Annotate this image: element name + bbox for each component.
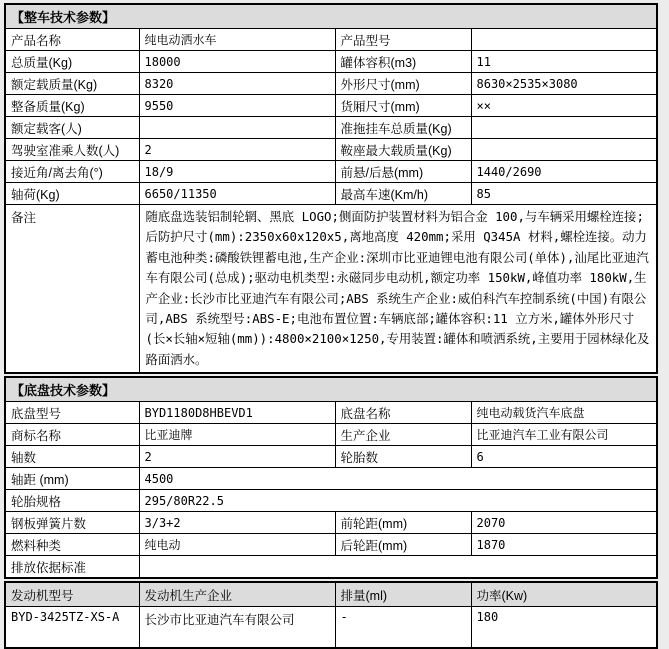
param-label: 整备质量(Kg) — [5, 95, 139, 117]
param-label: 底盘名称 — [335, 402, 471, 424]
param-value: ×× — [471, 95, 657, 117]
engine-spec-table — [4, 581, 658, 649]
vehicle-section-title: 【整车技术参数】 — [5, 4, 657, 29]
param-value: 8320 — [139, 73, 335, 95]
param-label: 前悬/后悬(mm) — [335, 161, 471, 183]
remark-label: 备注 — [5, 205, 139, 374]
chassis-spec-table — [4, 376, 658, 579]
param-label: 外形尺寸(mm) — [335, 73, 471, 95]
param-label: 底盘型号 — [5, 402, 139, 424]
param-value: 纯电动载货汽车底盘 — [471, 402, 657, 424]
param-label: 燃料种类 — [5, 534, 139, 556]
table-row — [5, 468, 657, 490]
vehicle-spec-table — [4, 3, 658, 374]
displacement-value: - — [335, 607, 471, 649]
table-row — [5, 29, 657, 51]
param-value: 比亚迪汽车工业有限公司 — [471, 424, 657, 446]
param-label: 货厢尺寸(mm) — [335, 95, 471, 117]
param-value: 2 — [139, 139, 335, 161]
param-label: 罐体容积(m3) — [335, 51, 471, 73]
table-row — [5, 139, 657, 161]
column-header: 发动机型号 — [5, 582, 139, 607]
param-value: 2070 — [471, 512, 657, 534]
param-value: 1440/2690 — [471, 161, 657, 183]
table-row — [5, 446, 657, 468]
column-header: 发动机生产企业 — [139, 582, 335, 607]
column-header: 功率(Kw) — [471, 582, 657, 607]
table-row — [5, 512, 657, 534]
param-value: 1870 — [471, 534, 657, 556]
table-row — [5, 534, 657, 556]
param-label: 轴数 — [5, 446, 139, 468]
param-value: BYD1180D8HBEVD1 — [139, 402, 335, 424]
param-value: 纯电动洒水车 — [139, 29, 335, 51]
table-row — [5, 161, 657, 183]
table-row — [5, 183, 657, 205]
param-value: 3/3+2 — [139, 512, 335, 534]
param-label: 排放依据标准 — [5, 556, 139, 579]
table-row — [5, 424, 657, 446]
engine-data-row — [5, 607, 657, 649]
param-value: 纯电动 — [139, 534, 335, 556]
param-value: 4500 — [139, 468, 657, 490]
param-value: 6 — [471, 446, 657, 468]
param-value — [139, 556, 657, 579]
param-value: 2 — [139, 446, 335, 468]
param-value: 85 — [471, 183, 657, 205]
param-value: 比亚迪牌 — [139, 424, 335, 446]
param-value: 18000 — [139, 51, 335, 73]
param-value: 9550 — [139, 95, 335, 117]
param-label: 总质量(Kg) — [5, 51, 139, 73]
param-label: 驾驶室准乘人数(人) — [5, 139, 139, 161]
param-label: 轮胎规格 — [5, 490, 139, 512]
param-value: 18/9 — [139, 161, 335, 183]
remark-row — [5, 205, 657, 374]
param-value: 295/80R22.5 — [139, 490, 657, 512]
param-label: 额定载质量(Kg) — [5, 73, 139, 95]
table-row — [5, 51, 657, 73]
param-value — [139, 117, 335, 139]
param-label: 鞍座最大载质量(Kg) — [335, 139, 471, 161]
param-label: 产品型号 — [335, 29, 471, 51]
engine-model-value: BYD-3425TZ-XS-A — [5, 607, 139, 649]
table-row — [5, 556, 657, 579]
param-label: 前轮距(mm) — [335, 512, 471, 534]
param-value: 8630×2535×3080 — [471, 73, 657, 95]
param-label: 准拖挂车总质量(Kg) — [335, 117, 471, 139]
param-label: 商标名称 — [5, 424, 139, 446]
param-label: 轴距 (mm) — [5, 468, 139, 490]
param-value — [471, 139, 657, 161]
engine-header-row — [5, 582, 657, 607]
power-value: 180 — [471, 607, 657, 649]
column-header: 排量(ml) — [335, 582, 471, 607]
param-value: 6650/11350 — [139, 183, 335, 205]
param-label: 钢板弹簧片数 — [5, 512, 139, 534]
table-row — [5, 73, 657, 95]
param-label: 接近角/离去角(°) — [5, 161, 139, 183]
param-label: 轮胎数 — [335, 446, 471, 468]
table-row — [5, 95, 657, 117]
param-label: 产品名称 — [5, 29, 139, 51]
param-label: 最高车速(Km/h) — [335, 183, 471, 205]
chassis-section-title: 【底盘技术参数】 — [5, 377, 657, 402]
table-row — [5, 117, 657, 139]
param-label: 轴荷(Kg) — [5, 183, 139, 205]
table-row — [5, 490, 657, 512]
param-value: 11 — [471, 51, 657, 73]
engine-manufacturer-value: 长沙市比亚迪汽车有限公司 — [139, 607, 335, 649]
remark-text: 随底盘选装铝制轮辋、黑底 LOGO;侧面防护装置材料为铝合金 100,与车辆采用螺栓连接;后防护尺寸(mm):2350x60x120x5,离地高度 420mm;采用 Q345A 材料,螺栓连接。动力蓄电池种类:磷酸铁锂蓄电池,生产企业:深圳市比亚迪锂电池有限公司(单体),汕尾比亚迪汽车有限公司(总成);驱动电机类型:永磁同步电动机,额定功率 150kW,峰值功率 180kW,生产企业:长沙市比亚迪汽车有限公司;ABS 系统生产企业:威伯科汽车控制系统(中国)有限公司,ABS 系统型号:ABS-E;电池布置位置:车辆底部;罐体容积:11 立方米,罐体外形尺寸(长×长轴×短轴(mm)):4800×2100×1250,专用装置:罐体和喷洒系统,主要用于园林绿化及路面洒水。 — [139, 205, 657, 374]
table-row — [5, 402, 657, 424]
param-label: 生产企业 — [335, 424, 471, 446]
param-value — [471, 117, 657, 139]
param-label: 后轮距(mm) — [335, 534, 471, 556]
param-label: 额定载客(人) — [5, 117, 139, 139]
param-value — [471, 29, 657, 51]
